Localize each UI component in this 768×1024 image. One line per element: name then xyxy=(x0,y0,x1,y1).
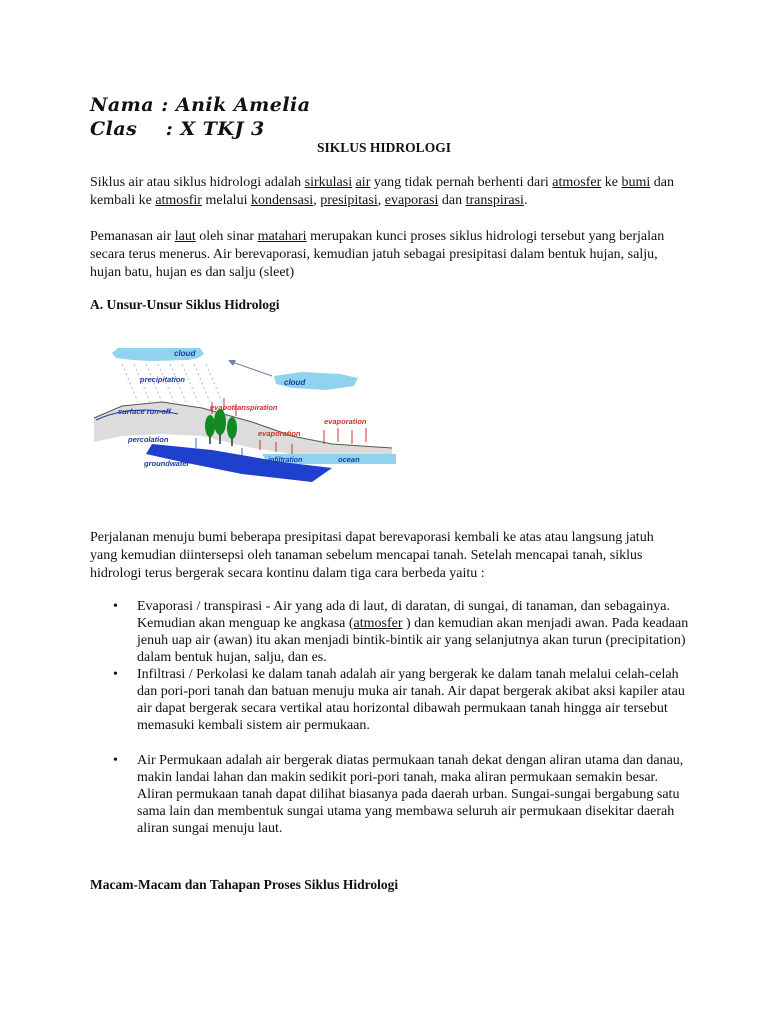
link-matahari[interactable]: matahari xyxy=(257,229,307,244)
list-item-air-permukaan: • Air Permukaan adalah air bergerak diatas permukaan tanah dekat dengan aliran utama dan danau, makin landai lahan dan makin sedikit pori-pori tanah, maka aliran permukaan semakin besar. Aliran permukaan tanah dapat dilihat biasanya pada daerah urban. Sungai-sungai bergabung satu sama lain dan membentuk sungai utama yang membawa seluruh air permukaan disekitar daerah aliran sungai menuju laut. xyxy=(113,752,693,837)
text: ke xyxy=(601,175,622,190)
moisture-return-arrow xyxy=(232,362,272,376)
link-atmosfir[interactable]: atmosfir xyxy=(155,193,202,208)
text: yang tidak pernah berhenti dari xyxy=(370,175,553,190)
hydrologic-cycle-diagram xyxy=(92,336,398,486)
page-title: SIKLUS HIDROLOGI xyxy=(317,140,451,155)
student-class: Clas : X TKJ 3 xyxy=(90,118,265,140)
text: , xyxy=(313,193,321,208)
link-transpirasi[interactable]: transpirasi xyxy=(465,193,524,208)
label-ocean: ocean xyxy=(338,455,360,464)
link-atmosfer-bullet[interactable]: atmosfer xyxy=(353,616,403,631)
label-precipitation: precipitation xyxy=(140,375,186,384)
section-heading-a: A. Unsur-Unsur Siklus Hidrologi xyxy=(90,297,280,312)
paragraph-journey: Perjalanan menuju bumi beberapa presipitasi dapat berevaporasi kembali ke atas atau langsung jatuh yang kemudian diintersepsi oleh tanaman sebelum mencapai tanah. Setelah mencapai tanah, siklus hidrologi terus bergerak secara kontinu dalam tiga cara berbeda yaitu : xyxy=(90,530,654,581)
list-item-infiltrasi: • Infiltrasi / Perkolasi ke dalam tanah adalah air yang bergerak ke dalam tanah melalui celah-celah dan pori-pori tanah dan batuan menuju muka air tanah. Air dapat bergerak akibat aksi kapiler atau air dapat bergerak secara vertikal atau horizontal dibawah permukaan tanah hingga air tersebut memasuki kembali sistem air permukaan. xyxy=(113,666,693,734)
label-cloud-right: cloud xyxy=(284,378,306,387)
text: dan kembali ke xyxy=(90,175,674,208)
text: Siklus air atau siklus hidrologi adalah xyxy=(90,175,305,190)
label-groundwater: groundwater xyxy=(144,459,190,468)
link-sirkulasi[interactable]: sirkulasi xyxy=(304,175,353,190)
link-laut[interactable]: laut xyxy=(174,229,196,244)
link-kondensasi[interactable]: kondensasi xyxy=(250,193,314,208)
link-bumi[interactable]: bumi xyxy=(621,175,651,190)
text: melalui xyxy=(201,193,251,208)
label-percolation: percolation xyxy=(128,435,169,444)
paragraph-intro xyxy=(90,174,680,210)
student-name: Nama : Anik Amelia xyxy=(90,94,311,116)
list-item-evaporasi xyxy=(113,598,693,666)
evaporation-ocean-arrows xyxy=(324,428,366,444)
text: merupakan kunci proses siklus hidrologi tersebut yang berjalan secara terus menerus. Air berevaporasi, kemudian jatuh sebagai presipitasi dalam bentuk hujan, salju, hujan batu, hujan es dan salju (sleet) xyxy=(90,229,665,280)
paragraph-heating xyxy=(90,228,680,282)
text: oleh sinar xyxy=(195,229,258,244)
section-heading-b: Macam-Macam dan Tahapan Proses Siklus Hidrologi xyxy=(90,877,399,892)
text: . xyxy=(523,193,528,208)
text: ) dan kemudian akan menjadi awan. Pada keadaan jenuh uap air (awan) itu akan menjadi bintik-bintik air yang selanjutnya akan turun (precipitation) dalam bentuk hujan, salju, dan es. xyxy=(137,616,689,665)
label-infiltration: infiltration xyxy=(268,457,303,464)
process-list xyxy=(113,598,693,837)
label-evaporation-land: evaporation xyxy=(258,429,301,438)
label-surface-runoff: surface run-off xyxy=(118,407,171,416)
text: , xyxy=(377,193,385,208)
label-evapotranspiration: evapotranspiration xyxy=(210,403,278,412)
link-atmosfer[interactable]: atmosfer xyxy=(552,175,602,190)
text: dan xyxy=(438,193,466,208)
text: Pemanasan air xyxy=(90,229,175,244)
link-presipitasi[interactable]: presipitasi xyxy=(320,193,378,208)
link-air[interactable]: air xyxy=(355,175,371,190)
label-evaporation-ocean: evaporation xyxy=(324,417,367,426)
text: Evaporasi / transpirasi - Air yang ada di laut, di daratan, di sungai, di tanaman, dan sebagainya. Kemudian akan menguap ke angkasa ( xyxy=(137,599,671,631)
link-evaporasi[interactable]: evaporasi xyxy=(384,193,439,208)
label-cloud-left: cloud xyxy=(174,349,196,358)
